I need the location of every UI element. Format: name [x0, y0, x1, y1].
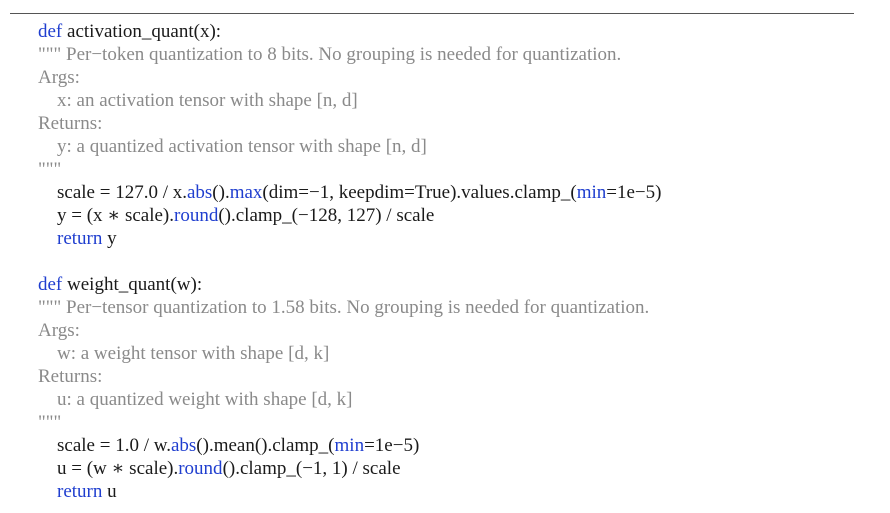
code-token: y — [102, 228, 117, 249]
docstring-text: Returns: — [38, 366, 103, 387]
docstring-text: """ Per−tensor quantization to 1.58 bits. No grouping is needed for quantization. — [38, 297, 650, 318]
builtin-function: max — [229, 182, 263, 203]
code-token: ().clamp_(−1, 1) / scale — [222, 458, 401, 479]
code-token: ().clamp_(−128, 127) / scale — [218, 205, 435, 226]
code-token: u — [102, 481, 117, 502]
keyword: return — [57, 481, 103, 502]
docstring-text: x: an activation tensor with shape [n, d] — [57, 90, 358, 111]
code-line — [57, 182, 661, 204]
code-token: =1e−5) — [606, 182, 662, 203]
docstring-line — [38, 412, 61, 434]
code-line — [38, 274, 202, 296]
docstring-text: Args: — [38, 320, 80, 341]
builtin-function: round — [178, 458, 223, 479]
docstring-text: Args: — [38, 67, 80, 88]
docstring-text: u: a quantized weight with shape [d, k] — [57, 389, 353, 410]
docstring-line — [38, 113, 102, 135]
keyword: def — [38, 274, 63, 295]
code-line — [57, 458, 401, 480]
builtin-function: min — [576, 182, 607, 203]
builtin-function: abs — [170, 435, 197, 456]
code-token: (). — [212, 182, 230, 203]
docstring-line — [57, 90, 358, 112]
docstring-line — [57, 343, 329, 365]
docstring-text: w: a weight tensor with shape [d, k] — [57, 343, 330, 364]
code-line — [38, 21, 221, 43]
builtin-function: round — [174, 205, 219, 226]
code-token: scale = 1.0 / w. — [57, 435, 171, 456]
code-token: y = (x ∗ scale). — [57, 205, 175, 226]
code-token: u = (w ∗ scale). — [57, 458, 179, 479]
code-token: (dim=−1, keepdim=True).values.clamp_( — [262, 182, 577, 203]
code-token: ().mean().clamp_( — [196, 435, 335, 456]
code-line — [57, 481, 117, 503]
builtin-function: abs — [186, 182, 213, 203]
docstring-text: """ — [38, 159, 62, 180]
docstring-line — [57, 389, 352, 411]
code-token: weight_quant(w): — [62, 274, 203, 295]
keyword: return — [57, 228, 103, 249]
code-token: scale = 127.0 / x. — [57, 182, 187, 203]
code-line — [57, 435, 419, 457]
code-token: =1e−5) — [364, 435, 420, 456]
docstring-text: Returns: — [38, 113, 103, 134]
keyword: def — [38, 21, 63, 42]
docstring-line — [38, 297, 649, 319]
code-line — [57, 228, 117, 250]
docstring-line — [57, 136, 427, 158]
docstring-text: y: a quantized activation tensor with shape [n, d] — [57, 136, 427, 157]
docstring-line — [38, 159, 61, 181]
docstring-line — [38, 67, 80, 89]
docstring-text: """ Per−token quantization to 8 bits. No grouping is needed for quantization. — [38, 44, 622, 65]
docstring-line — [38, 366, 102, 388]
docstring-text: """ — [38, 412, 62, 433]
builtin-function: min — [334, 435, 365, 456]
code-token: activation_quant(x): — [62, 21, 222, 42]
code-line — [57, 205, 434, 227]
docstring-line — [38, 320, 80, 342]
docstring-line — [38, 44, 621, 66]
